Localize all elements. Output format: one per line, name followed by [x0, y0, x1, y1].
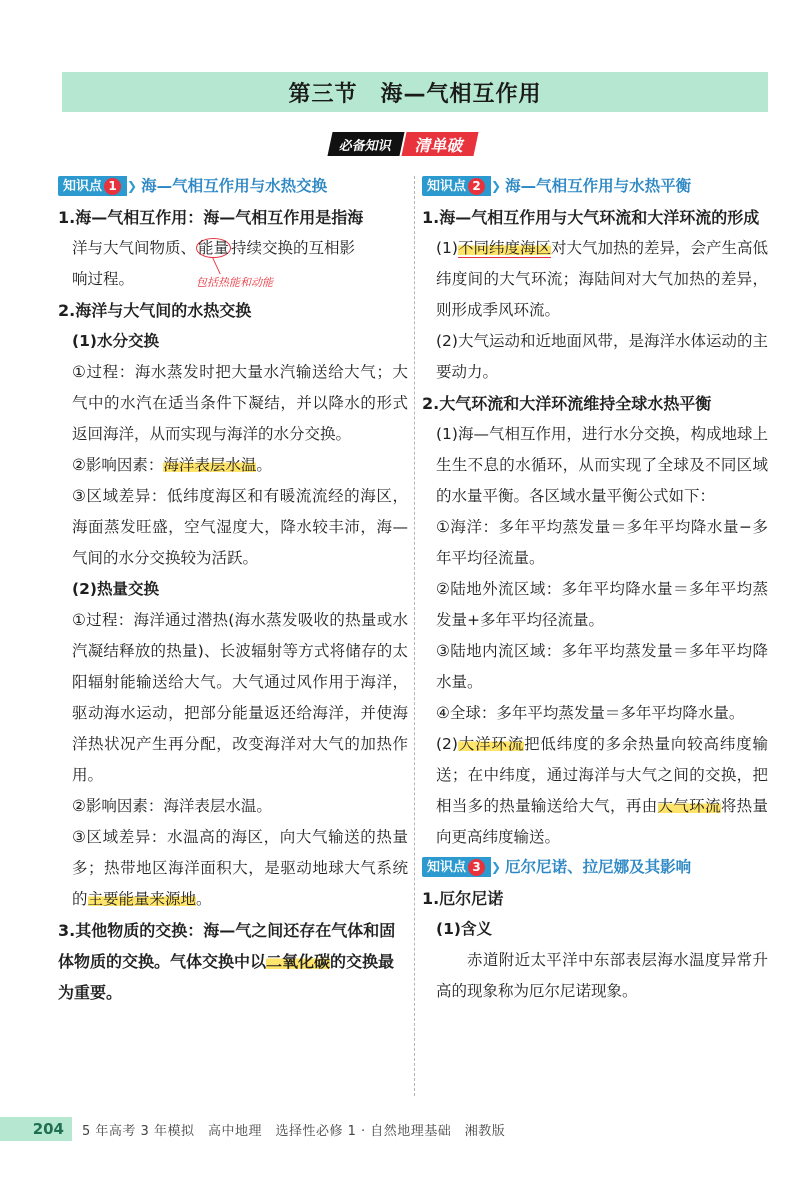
r-item-3-heading: 1.厄尔尼诺	[422, 889, 504, 908]
page-footer	[0, 1116, 800, 1142]
text: 洋与大气间物质、	[72, 239, 197, 257]
text: 对大气加热的差异，会产生高低纬度间的大气环流；海陆间对大气加热的差异，则形成季风环流。	[436, 239, 768, 319]
formula-ocean: ①海洋：多年平均蒸发量＝多年平均降水量−多年平均径流量。	[436, 518, 768, 567]
heat-process: ①过程：海洋通过潜热(海水蒸发吸收的热量或水汽凝结释放的热量)、长波辐射等方式将储存的太阳辐射能输送给大气。大气通过风作用于海洋，驱动海水运动，把部分能量返还给海洋，并使海洋热状况产生再分配，改变海洋对大气的加热作用。	[72, 611, 408, 784]
knowledge-point-2-header	[422, 172, 768, 200]
text: 的交换最为重要。	[58, 952, 395, 1002]
item-1-line-1: 1.海—气相互作用：海—气相互作用是指海	[58, 208, 364, 227]
footer-text: 5 年高考 3 年模拟 高中地理 选择性必修 1 · 自然地理基础 湘教版	[82, 1123, 506, 1139]
r-item-1-p2: (2)大气运动和近地面风带，是海洋水体运动的主要动力。	[436, 332, 768, 381]
item-3	[58, 915, 408, 1008]
r-item-1-heading: 1.海—气相互作用与大气环流和大洋环流的形成	[422, 208, 760, 227]
text: 。	[196, 890, 212, 908]
item-1-line-3: 响过程。	[72, 270, 135, 288]
highlight: 大洋环流	[457, 735, 525, 753]
kp-title: 厄尔尼诺、拉尼娜及其影响	[505, 857, 692, 876]
item-2-heading: 2.海洋与大气间的水热交换	[58, 301, 252, 320]
r-sub-heading-meaning: (1)含义	[436, 920, 492, 938]
chevron-right-icon: ❯	[491, 178, 502, 193]
text: 。	[256, 456, 272, 474]
kp-badge	[422, 857, 491, 877]
formula-endorheic: ③陆地内流区域：多年平均蒸发量＝多年平均降水量。	[436, 642, 768, 691]
chevron-right-icon: ❯	[127, 178, 138, 193]
kp-badge	[422, 176, 491, 196]
water-region: ③区域差异：低纬度海区和有暖流流经的海区，海面蒸发旺盛，空气湿度大，降水较丰沛，海—气间的水分交换较为活跃。	[72, 487, 408, 567]
text: 将热量向更高纬度输送。	[436, 797, 768, 846]
water-process: ①过程：海水蒸发时把大量水汽输送给大气；大气中的水汽在适当条件下凝结，并以降水的形式返回海洋，从而实现与海洋的水分交换。	[72, 363, 408, 443]
water-factor	[58, 450, 408, 481]
sub-heading-water: (1)水分交换	[72, 332, 159, 350]
text: 3.其他物质的交换：海—气之间还存在气体和固体物质的交换。气体交换中以	[58, 921, 396, 971]
formula-exorheic: ②陆地外流区域：多年平均降水量＝多年平均蒸发量+多年平均径流量。	[436, 580, 768, 629]
sub-heading-heat: (2)热量交换	[72, 580, 159, 598]
knowledge-point-1-header	[58, 172, 408, 200]
circled-text: 能量	[198, 239, 230, 257]
kp-title: 海—气相互作用与水热交换	[141, 176, 328, 195]
kp-number: 2	[468, 178, 485, 195]
text: 把低纬度的多余热量向较高纬度输送；在中纬度，通过海洋与大气之间的交换，把相当多的热量输送给大气，再由	[436, 735, 768, 815]
r-item-2-p1: (1)海—气相互作用，进行水分交换，构成地球上生生不息的水循环，从而实现了全球及不同区域的水量平衡。各区域水量平衡公式如下：	[436, 425, 768, 505]
column-divider	[414, 176, 415, 1096]
section-title-banner	[62, 72, 768, 112]
kp-number: 3	[468, 859, 485, 876]
text: 持续交换的互相影	[231, 239, 356, 257]
tag-left: 必备知识	[327, 132, 404, 156]
formula-global: ④全球：多年平均蒸发量＝多年平均降水量。	[436, 704, 745, 722]
highlight: 主要能量来源地	[87, 890, 197, 908]
text: (2)	[436, 735, 458, 753]
kp-badge	[58, 176, 127, 196]
left-column	[58, 172, 408, 1008]
essential-knowledge-tag	[330, 132, 476, 156]
heat-factor: ②影响因素：海洋表层水温。	[72, 797, 272, 815]
section-title: 第三节 海—气相互作用	[288, 81, 542, 107]
kp-badge-label: 知识点	[427, 859, 467, 875]
kp-badge-label: 知识点	[63, 178, 103, 194]
text: ②影响因素：	[72, 456, 164, 474]
r-item-2-heading: 2.大气环流和大洋环流维持全球水热平衡	[422, 394, 712, 413]
tag-right: 清单破	[401, 132, 478, 156]
text: (1)	[436, 239, 458, 257]
chevron-right-icon: ❯	[491, 859, 502, 874]
handwritten-note: 包括热能和动能	[196, 276, 273, 289]
highlight: 海洋表层水温	[163, 456, 257, 474]
kp-number: 1	[104, 178, 121, 195]
highlight: 大气环流	[657, 797, 721, 815]
kp-badge-label: 知识点	[427, 178, 467, 194]
right-column	[422, 172, 768, 1007]
highlight: 二氧化碳	[266, 952, 331, 971]
highlight: 不同纬度海区	[457, 239, 551, 257]
knowledge-point-3-header	[422, 853, 768, 881]
r-item-2-p2	[422, 729, 768, 853]
r-item-1-p1	[422, 233, 768, 326]
text: ③区域差异：水温高的海区，向大气输送的热量多；热带地区海洋面积大，是驱动地球大气系统的	[72, 828, 408, 908]
r-item-3-p: 赤道附近太平洋中东部表层海水温度异常升高的现象称为厄尔尼诺现象。	[436, 951, 768, 1000]
heat-region	[58, 822, 408, 915]
page-number: 204	[0, 1117, 72, 1141]
kp-title: 海—气相互作用与水热平衡	[505, 176, 692, 195]
